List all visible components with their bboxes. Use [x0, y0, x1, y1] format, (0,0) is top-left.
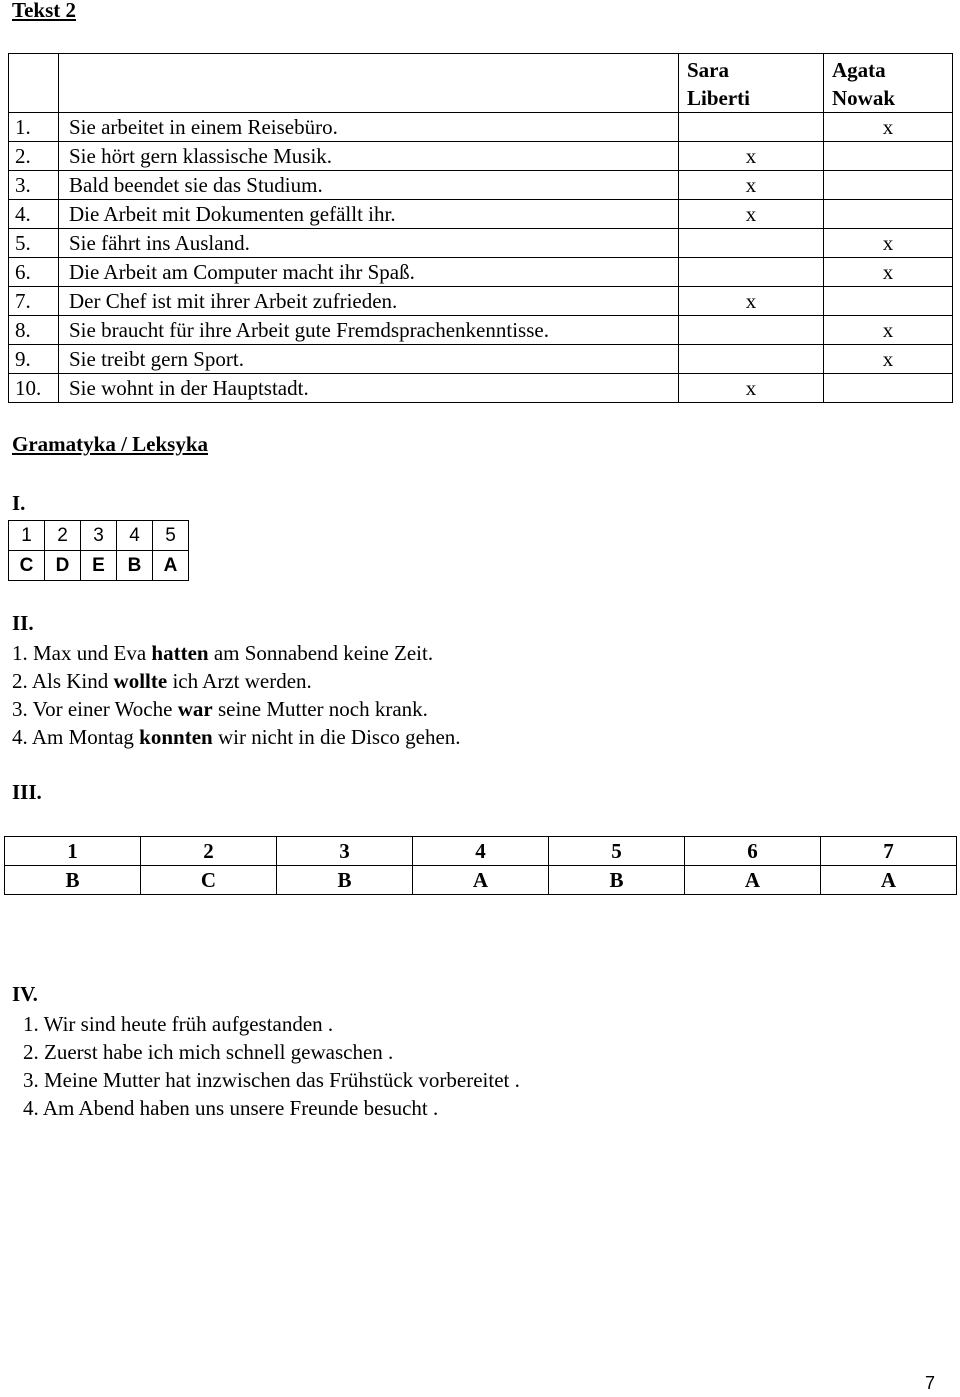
section-3-answer: C: [141, 866, 277, 895]
section-2-sentence: 1. Max und Eva hatten am Sonnabend keine Zeit.: [12, 641, 434, 665]
row-number: 3.: [9, 171, 59, 200]
table-row: [9, 142, 953, 171]
section-2-label: II.: [12, 611, 34, 635]
section-3-answer: B: [549, 866, 685, 895]
agata-mark: [824, 374, 953, 403]
agata-mark: x: [824, 316, 953, 345]
text2-answer-table: [8, 53, 953, 403]
table-row: [9, 258, 953, 287]
section-3-number: 5: [549, 837, 685, 866]
section-1-number: 1: [9, 521, 45, 551]
section-3-label: III.: [12, 780, 42, 804]
section-1-label: I.: [12, 491, 26, 515]
section-4-sentence: 4. Am Abend haben uns unsere Freunde besucht .: [23, 1096, 439, 1120]
row-number: 1.: [9, 113, 59, 142]
section-3-answer: A: [685, 866, 821, 895]
row-statement: Sie wohnt in der Hauptstadt.: [59, 374, 679, 403]
agata-mark: [824, 142, 953, 171]
section-3-number: 7: [821, 837, 957, 866]
sara-mark: [679, 113, 824, 142]
sara-mark: x: [679, 374, 824, 403]
sara-mark: x: [679, 287, 824, 316]
table-row: [9, 345, 953, 374]
section-3-number: 6: [685, 837, 821, 866]
agata-mark: x: [824, 345, 953, 374]
sara-mark: [679, 258, 824, 287]
section-1-numbers-row: [9, 521, 189, 551]
grammar-heading: Gramatyka / Leksyka: [12, 432, 209, 456]
table-row: [9, 316, 953, 345]
agata-mark: x: [824, 258, 953, 287]
section-2-sentence: 3. Vor einer Woche war seine Mutter noch krank.: [12, 697, 428, 721]
row-number: 10.: [9, 374, 59, 403]
page-title: Tekst 2: [12, 0, 76, 22]
section-2-sentence: 4. Am Montag konnten wir nicht in die Disco gehen.: [12, 725, 461, 749]
row-statement: Der Chef ist mit ihrer Arbeit zufrieden.: [59, 287, 679, 316]
section-3-number: 4: [413, 837, 549, 866]
row-statement: Sie arbeitet in einem Reisebüro.: [59, 113, 679, 142]
section-3-answer: B: [5, 866, 141, 895]
section-3-answer: B: [277, 866, 413, 895]
table-row: [9, 200, 953, 229]
sara-mark: [679, 316, 824, 345]
table-row: [9, 374, 953, 403]
row-statement: Bald beendet sie das Studium.: [59, 171, 679, 200]
row-statement: Sie fährt ins Ausland.: [59, 229, 679, 258]
header-sara-liberti: Sara Liberti: [679, 54, 824, 113]
section-1-answers-row: [9, 551, 189, 581]
agata-mark: [824, 287, 953, 316]
section-3-number: 2: [141, 837, 277, 866]
sara-mark: [679, 229, 824, 258]
section-3-number: 1: [5, 837, 141, 866]
table-header-row: [9, 54, 953, 113]
row-statement: Sie hört gern klassische Musik.: [59, 142, 679, 171]
section-2-sentence: 2. Als Kind wollte ich Arzt werden.: [12, 669, 312, 693]
agata-mark: x: [824, 113, 953, 142]
section-3-answer-table: [4, 836, 957, 895]
row-statement: Die Arbeit mit Dokumenten gefällt ihr.: [59, 200, 679, 229]
section-1-number: 4: [117, 521, 153, 551]
sara-mark: [679, 345, 824, 374]
section-1-answer-table: [8, 520, 189, 581]
table-row: [9, 287, 953, 316]
row-number: 8.: [9, 316, 59, 345]
section-3-answers-row: [5, 866, 957, 895]
row-statement: Sie braucht für ihre Arbeit gute Fremdsprachenkenntisse.: [59, 316, 679, 345]
agata-mark: x: [824, 229, 953, 258]
table-row: [9, 171, 953, 200]
section-1-answer: D: [45, 551, 81, 581]
table-row: [9, 229, 953, 258]
section-1-number: 5: [153, 521, 189, 551]
agata-mark: [824, 171, 953, 200]
section-3-answer: A: [821, 866, 957, 895]
section-4-sentence: 3. Meine Mutter hat inzwischen das Frühstück vorbereitet .: [23, 1068, 520, 1092]
row-number: 9.: [9, 345, 59, 374]
section-3-numbers-row: [5, 837, 957, 866]
section-3-number: 3: [277, 837, 413, 866]
section-3-answer: A: [413, 866, 549, 895]
section-4-label: IV.: [12, 982, 38, 1006]
sara-mark: x: [679, 142, 824, 171]
section-1-number: 2: [45, 521, 81, 551]
section-1-answer: A: [153, 551, 189, 581]
row-number: 5.: [9, 229, 59, 258]
row-number: 7.: [9, 287, 59, 316]
section-1-number: 3: [81, 521, 117, 551]
header-empty-cell: [59, 54, 679, 113]
section-1-answer: C: [9, 551, 45, 581]
section-1-answer: B: [117, 551, 153, 581]
header-empty-cell: [9, 54, 59, 113]
section-1-answer: E: [81, 551, 117, 581]
section-4-sentence: 2. Zuerst habe ich mich schnell gewaschen .: [23, 1040, 394, 1064]
row-statement: Die Arbeit am Computer macht ihr Spaß.: [59, 258, 679, 287]
sara-mark: x: [679, 171, 824, 200]
sara-mark: x: [679, 200, 824, 229]
row-number: 6.: [9, 258, 59, 287]
agata-mark: [824, 200, 953, 229]
page-number: 7: [925, 1373, 936, 1393]
section-4-sentence: 1. Wir sind heute früh aufgestanden .: [23, 1012, 334, 1036]
table-row: [9, 113, 953, 142]
row-statement: Sie treibt gern Sport.: [59, 345, 679, 374]
row-number: 2.: [9, 142, 59, 171]
row-number: 4.: [9, 200, 59, 229]
header-agata-nowak: Agata Nowak: [824, 54, 953, 113]
